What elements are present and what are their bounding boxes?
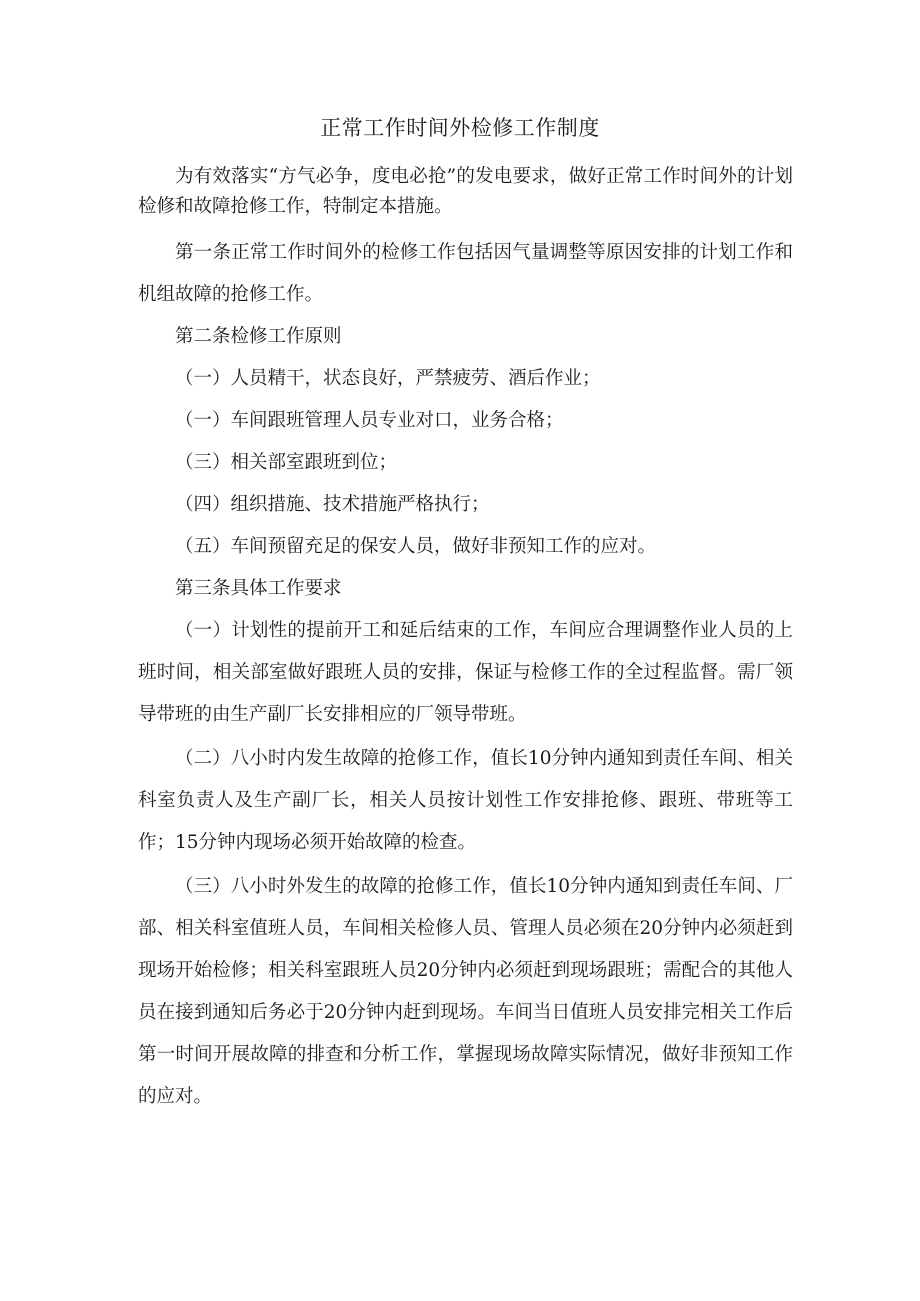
document-body	[138, 162, 793, 1118]
document-title: 正常工作时间外检修工作制度	[320, 116, 600, 140]
principle-item-2: （一）车间跟班管理人员专业对口，业务合格；	[175, 410, 564, 431]
article-1-paragraph: 第一条正常工作时间外的检修工作包括因气量调整等原因安排的计划工作和机组故障的抢修工作。	[138, 242, 793, 305]
requirement-item-1: （一）计划性的提前开工和延后结束的工作，车间应合理调整作业人员的上班时间，相关部室做好跟班人员的安排，保证与检修工作的全过程监督。需厂领导带班的由生产副厂长安排相应的厂领导带班。	[138, 620, 793, 725]
principle-item-1: （一）人员精干，状态良好，严禁疲劳、酒后作业；	[175, 368, 601, 389]
principle-item-3: （三）相关部室跟班到位；	[175, 452, 398, 473]
principle-item-4: （四）组织措施、技术措施严格执行；	[175, 494, 490, 515]
intro-paragraph: 为有效落实“方气必争，度电必抢”的发电要求，做好正常工作时间外的计划检修和故障抢修工作，特制定本措施。	[138, 166, 793, 217]
principle-item-5: （五）车间预留充足的保安人员，做好非预知工作的应对。	[175, 536, 657, 557]
article-3-heading: 第三条具体工作要求	[175, 578, 342, 599]
requirement-item-3: （三）八小时外发生的故障的抢修工作，值长10分钟内通知到责任车间、厂部、相关科室值班人员，车间相关检修人员、管理人员必须在20分钟内必须赶到现场开始检修；相关科室跟班人员20分钟内必须赶到现场跟班；需配合的其他人员在接到通知后务必于20分钟内赶到现场。车间当日值班人员安排完相关工作后第一时间开展故障的排查和分析工作，掌握现场故障实际情况，做好非预知工作的应对。	[138, 876, 793, 1107]
article-2-heading: 第二条检修工作原则	[175, 326, 342, 347]
requirement-item-2: （二）八小时内发生故障的抢修工作，值长10分钟内通知到责任车间、相关科室负责人及生产副厂长，相关人员按计划性工作安排抢修、跟班、带班等工作；15分钟内现场必须开始故障的检查。	[138, 748, 793, 853]
